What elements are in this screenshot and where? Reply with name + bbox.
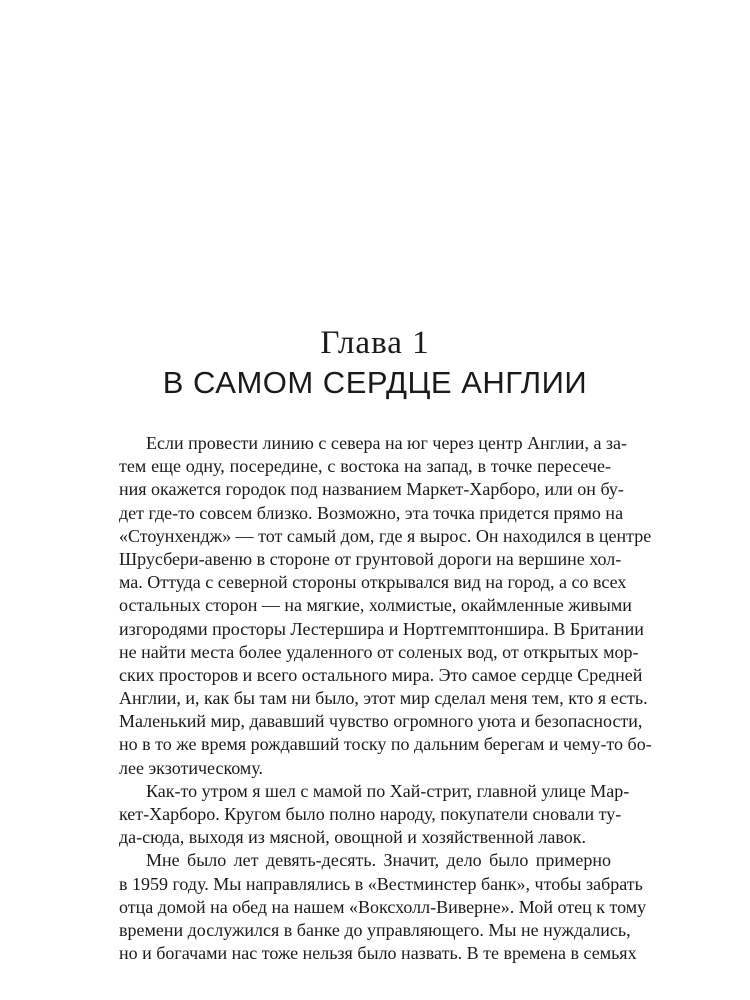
text-line: ма. Оттуда с северной стороны открывался вид на город, а со всех [119,572,627,593]
text-line: но и богачами нас тоже нельзя было назвать. В те времена в семьях [119,943,637,964]
text-line: ских просторов и всего остального мира. Это самое сердце Средней [119,664,643,685]
text-line: ния окажется городок под названием Маркет-Харборо, или он бу- [119,479,624,500]
text-line: Маленький мир, дававший чувство огромного уюта и безопасности, [119,711,643,732]
text-line: лее экзотическому. [119,757,264,778]
chapter-number: Глава 1 [320,325,430,361]
text-line: отца домой на обед на нашем «Воксхолл-Виверне». Мой отец к тому [119,896,647,917]
text-line: в 1959 году. Мы направлялись в «Вестминстер банк», чтобы забрать [119,873,643,894]
text-line: Мне было лет девять-десять. Значит, дело было примерно [146,850,611,871]
text-line: изгородями просторы Лестершира и Нортгемптоншира. В Британии [119,618,644,639]
text-line: «Стоунхендж» — тот самый дом, где я вырос. Он находился в центре [119,525,652,546]
chapter-body [119,432,652,965]
text-line: да-сюда, выходя из мясной, овощной и хозяйственной лавок. [119,827,587,848]
text-line: Англии, и, как бы там ни было, этот мир сделал меня тем, кто я есть. [119,688,648,709]
text-line: но в то же время рождавший тоску по дальним берегам и чему-то бо- [119,734,652,755]
text-line: Если провести линию с севера на юг через центр Англии, а за- [146,433,628,453]
text-line: кет-Харборо. Кругом было полно народу, покупатели сновали ту- [119,804,622,824]
chapter-title: В САМОМ СЕРДЦЕ АНГЛИИ [162,365,588,400]
text-line: Как-то утром я шел с мамой по Хай-стрит, главной улице Мар- [146,780,630,801]
text-line: времени дослужился в банке до управляющего. Мы не нуждались, [119,919,631,940]
text-line: остальных сторон — на мягкие, холмистые, окаймленные живыми [119,595,632,616]
text-line: тем еще одну, посередине, с востока на запад, в точке пересече- [119,456,611,477]
text-line: не найти места более удаленного от соленых вод, от открытых мор- [119,641,639,662]
text-line: дет где-то совсем близко. Возможно, эта точка придется прямо на [119,502,624,523]
text-line: Шрусбери-авеню в стороне от грунтовой дороги на вершине хол- [119,548,622,569]
